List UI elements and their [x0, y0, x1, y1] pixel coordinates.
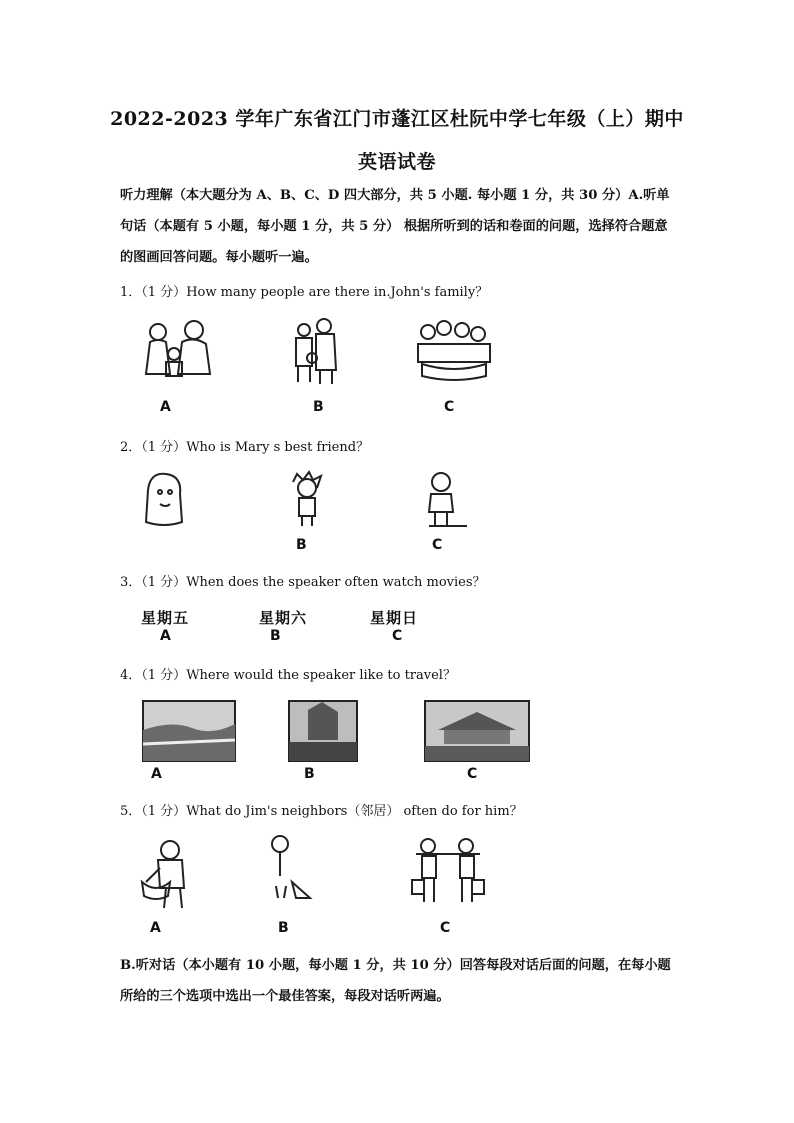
option-label: C: [444, 399, 455, 415]
question-text: Where would the speaker like to travel？: [186, 668, 456, 683]
question-2: [120, 436, 369, 455]
question-score: （1 分）: [141, 285, 187, 300]
exam-subtitle: 英语试卷: [357, 151, 436, 173]
option-label: C: [432, 537, 443, 553]
option-label: A: [150, 920, 161, 936]
option-text-friday: 星期五: [141, 609, 190, 627]
option-label: A: [160, 399, 171, 415]
girl-picture-c: [425, 470, 469, 528]
option-label: B: [304, 766, 315, 782]
exam-title: 2022-2023 学年广东省江门市蓬江区杜阮中学七年级（上）期中: [110, 108, 684, 130]
question-text: How many people are there in.John's family？: [186, 285, 489, 300]
question-3: [120, 571, 486, 590]
family-picture-c: [414, 318, 494, 384]
question-1: [120, 281, 488, 300]
question-5: [120, 800, 523, 819]
question-text: Who is Mary s best friend？: [186, 440, 370, 455]
option-label: C: [440, 920, 451, 936]
family-picture-b: [290, 316, 342, 386]
option-label: B: [270, 628, 281, 644]
option-label: B: [296, 537, 307, 553]
option-text-sunday: 星期日: [370, 609, 419, 627]
listening-instructions: 听力理解（本大题分为 A、B、C、D 四大部分，共 5 小题. 每小题 1 分，共 30 分）A.听单句话（本题有 5 小题，每小题 1 分，共 5 分） 根据所听到的话和卷面的问题，选择符合题意的图画回答问题。每小题听一遍。: [120, 188, 670, 265]
question-score: （1 分）: [141, 804, 187, 819]
scenery-picture-b: [288, 700, 358, 762]
question-4: [120, 664, 456, 683]
scenery-picture-c: [424, 700, 530, 762]
option-text-saturday: 星期六: [259, 609, 308, 627]
option-label: A: [151, 766, 162, 782]
question-text: What do Jim's neighbors（邻居） often do for him？: [186, 804, 523, 819]
question-score: （1 分）: [141, 575, 187, 590]
option-label: B: [313, 399, 324, 415]
question-number: 3．: [120, 575, 142, 590]
option-label: C: [392, 628, 403, 644]
question-number: 4．: [120, 668, 142, 683]
question-number: 2．: [120, 440, 142, 455]
boy-picture-b: [287, 470, 327, 528]
family-picture-a: [138, 318, 218, 380]
sweeping-picture-b: [266, 832, 314, 906]
question-number: 5．: [120, 804, 142, 819]
carrying-water-picture-c: [410, 836, 486, 906]
girl-picture-a: [140, 470, 188, 530]
option-label: C: [467, 766, 478, 782]
option-label: A: [160, 628, 171, 644]
washing-picture-a: [140, 838, 194, 910]
question-number: 1．: [120, 285, 142, 300]
question-score: （1 分）: [141, 440, 187, 455]
option-label: B: [278, 920, 289, 936]
question-text: When does the speaker often watch movies？: [186, 575, 486, 590]
question-score: （1 分）: [141, 668, 187, 683]
scenery-picture-a: [142, 700, 236, 762]
part-b-instructions: B.听对话（本小题有 10 小题，每小题 1 分，共 10 分）回答每段对话后面的问题，在每小题所给的三个选项中选出一个最佳答案，每段对话听两遍。: [120, 958, 671, 1004]
